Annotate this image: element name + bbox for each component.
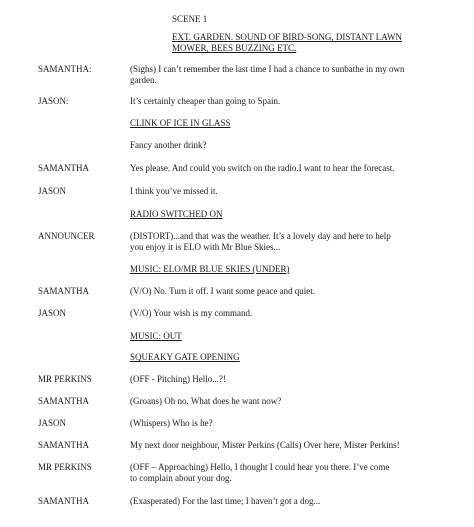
sound-cue: MUSIC: ELO/MR BLUE SKIES (UNDER): [130, 264, 290, 274]
dialogue-line: you enjoy it is ELO with Mr Blue Skies...: [130, 242, 281, 252]
speaker-name: JASON: [38, 418, 67, 428]
speaker-name: MR PERKINS: [38, 374, 92, 384]
speaker-name: JASON: [38, 186, 67, 196]
setting-line: MOWER, BEES BUZZING ETC.: [172, 43, 297, 53]
dialogue-line: (OFF – Approaching) Hello, I thought I could hear you there. I’ve come: [130, 462, 390, 472]
dialogue-line: (V/O) No. Turn it off. I want some peace and quiet.: [130, 286, 316, 296]
speaker-name: JASON: [38, 308, 67, 318]
speaker-name: MR PERKINS: [38, 462, 92, 472]
speaker-name: SAMANTHA: [38, 440, 90, 450]
speaker-name: SAMANTHA: [38, 496, 90, 506]
speaker-name: JASON:: [38, 96, 69, 106]
sound-cue: CLINK OF ICE IN GLASS: [130, 118, 231, 128]
sound-cue: SQUEAKY GATE OPENING: [130, 352, 240, 362]
setting-line: EXT. GARDEN. SOUND OF BIRD-SONG, DISTANT LAWN: [172, 32, 402, 42]
speaker-name: SAMANTHA:: [38, 64, 92, 74]
dialogue-line: (DISTORT)...and that was the weather. It’s a lovely day and here to help: [130, 231, 391, 241]
dialogue-line: I think you’ve missed it.: [130, 186, 218, 196]
dialogue-line: to complain about your dog.: [130, 473, 232, 483]
dialogue-line: (OFF - Pitching) Hello...?!: [130, 374, 226, 384]
speaker-name: SAMANTHA: [38, 163, 90, 173]
dialogue-line: My next door neighbour, Mister Perkins (Calls) Over here, Mister Perkins!: [130, 440, 400, 450]
scene-heading: SCENE 1: [172, 14, 208, 24]
sound-cue: RADIO SWITCHED ON: [130, 209, 223, 219]
dialogue-line: (Sighs) I can’t remember the last time I had a chance to sunbathe in my own: [130, 64, 405, 74]
dialogue-line: garden.: [130, 75, 157, 85]
dialogue-line: (Exasperated) For the last time; I haven’t got a dog...: [130, 496, 321, 506]
sound-cue: MUSIC: OUT: [130, 331, 182, 341]
dialogue-line: Fancy another drink?: [130, 140, 207, 150]
speaker-name: SAMANTHA: [38, 286, 90, 296]
dialogue-line: (Groans) Oh no. What does he want now?: [130, 396, 282, 406]
dialogue-line: (V/O) Your wish is my command.: [130, 308, 253, 318]
speaker-name: SAMANTHA: [38, 396, 90, 406]
speaker-name: ANNOUNCER: [38, 231, 95, 241]
dialogue-line: (Whispers) Who is he?: [130, 418, 213, 428]
dialogue-line: It’s certainly cheaper than going to Spain.: [130, 96, 281, 106]
dialogue-line: Yes please. And could you switch on the radio.I want to hear the forecast.: [130, 163, 395, 173]
